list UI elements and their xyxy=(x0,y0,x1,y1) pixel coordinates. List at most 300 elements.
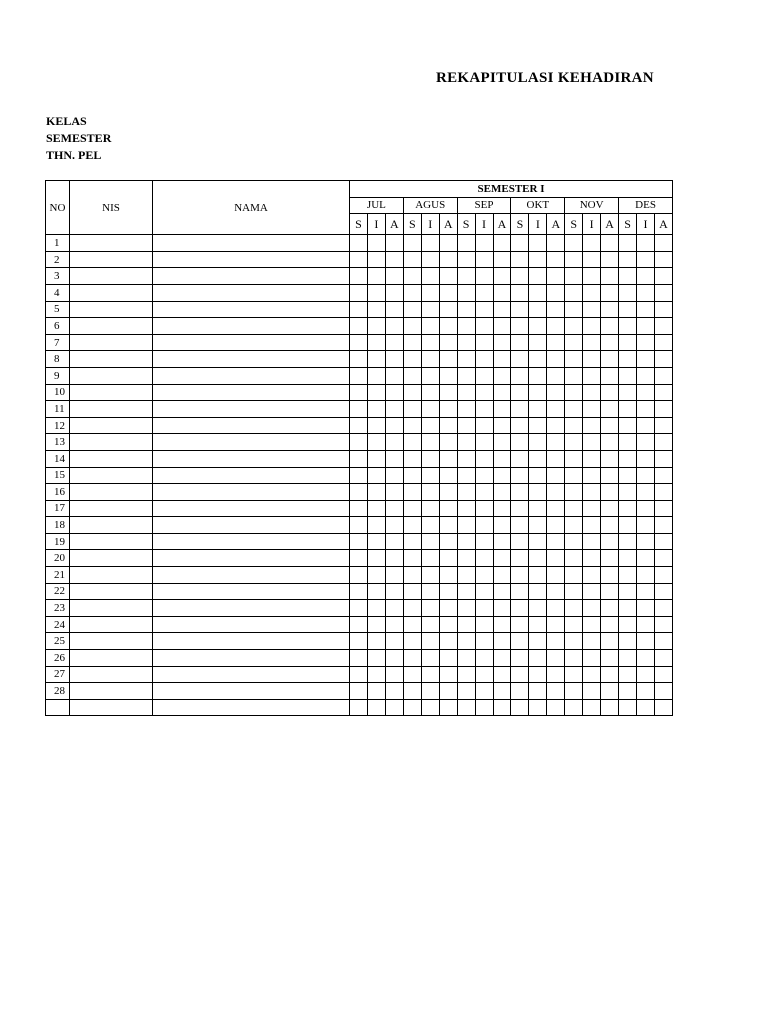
attendance-cell[interactable] xyxy=(654,235,672,252)
attendance-cell[interactable] xyxy=(654,484,672,501)
attendance-cell[interactable] xyxy=(637,533,655,550)
attendance-cell[interactable] xyxy=(529,235,547,252)
attendance-cell[interactable] xyxy=(403,500,421,517)
attendance-cell[interactable] xyxy=(439,367,457,384)
attendance-cell[interactable] xyxy=(511,351,529,368)
attendance-cell[interactable] xyxy=(511,384,529,401)
attendance-cell[interactable] xyxy=(439,650,457,667)
attendance-cell[interactable] xyxy=(385,533,403,550)
attendance-cell[interactable] xyxy=(583,367,601,384)
attendance-cell[interactable] xyxy=(493,633,511,650)
attendance-cell[interactable] xyxy=(583,666,601,683)
attendance-cell[interactable] xyxy=(493,616,511,633)
attendance-cell[interactable] xyxy=(547,334,565,351)
attendance-cell[interactable] xyxy=(637,450,655,467)
nis-cell[interactable] xyxy=(70,318,153,335)
attendance-cell[interactable] xyxy=(547,583,565,600)
attendance-cell[interactable] xyxy=(475,284,493,301)
attendance-cell[interactable] xyxy=(350,484,368,501)
attendance-cell[interactable] xyxy=(565,434,583,451)
nama-cell[interactable] xyxy=(153,434,350,451)
attendance-cell[interactable] xyxy=(350,334,368,351)
attendance-cell[interactable] xyxy=(565,583,583,600)
attendance-cell[interactable] xyxy=(385,583,403,600)
attendance-cell[interactable] xyxy=(475,434,493,451)
attendance-cell[interactable] xyxy=(619,334,637,351)
attendance-cell[interactable] xyxy=(421,583,439,600)
attendance-cell[interactable] xyxy=(475,367,493,384)
attendance-cell[interactable] xyxy=(529,284,547,301)
attendance-cell[interactable] xyxy=(601,367,619,384)
attendance-cell[interactable] xyxy=(457,251,475,268)
attendance-cell[interactable] xyxy=(421,384,439,401)
attendance-cell[interactable] xyxy=(385,616,403,633)
attendance-cell[interactable] xyxy=(601,235,619,252)
attendance-cell[interactable] xyxy=(565,268,583,285)
attendance-cell[interactable] xyxy=(565,533,583,550)
attendance-cell[interactable] xyxy=(350,550,368,567)
attendance-cell[interactable] xyxy=(637,301,655,318)
attendance-cell[interactable] xyxy=(619,467,637,484)
attendance-cell[interactable] xyxy=(350,666,368,683)
attendance-cell[interactable] xyxy=(601,284,619,301)
attendance-cell[interactable] xyxy=(421,650,439,667)
attendance-cell[interactable] xyxy=(385,318,403,335)
attendance-cell[interactable] xyxy=(637,251,655,268)
attendance-cell[interactable] xyxy=(439,351,457,368)
attendance-cell[interactable] xyxy=(529,633,547,650)
attendance-cell[interactable] xyxy=(619,683,637,700)
attendance-cell[interactable] xyxy=(385,666,403,683)
nis-cell[interactable] xyxy=(70,301,153,318)
attendance-cell[interactable] xyxy=(529,367,547,384)
attendance-cell[interactable] xyxy=(565,251,583,268)
attendance-cell[interactable] xyxy=(565,318,583,335)
attendance-cell[interactable] xyxy=(403,318,421,335)
attendance-cell[interactable] xyxy=(493,517,511,534)
attendance-cell[interactable] xyxy=(583,484,601,501)
nis-cell[interactable] xyxy=(70,500,153,517)
attendance-cell[interactable] xyxy=(367,450,385,467)
attendance-cell[interactable] xyxy=(601,650,619,667)
nis-cell[interactable] xyxy=(70,434,153,451)
attendance-cell[interactable] xyxy=(529,583,547,600)
attendance-cell[interactable] xyxy=(654,683,672,700)
attendance-cell[interactable] xyxy=(350,633,368,650)
attendance-cell[interactable] xyxy=(583,633,601,650)
attendance-cell[interactable] xyxy=(350,600,368,617)
attendance-cell[interactable] xyxy=(457,367,475,384)
attendance-cell[interactable] xyxy=(601,600,619,617)
attendance-cell[interactable] xyxy=(654,284,672,301)
attendance-cell[interactable] xyxy=(565,517,583,534)
attendance-cell[interactable] xyxy=(493,650,511,667)
attendance-cell[interactable] xyxy=(439,318,457,335)
attendance-cell[interactable] xyxy=(637,666,655,683)
attendance-cell[interactable] xyxy=(601,384,619,401)
attendance-cell[interactable] xyxy=(403,567,421,584)
attendance-cell[interactable] xyxy=(385,484,403,501)
attendance-cell[interactable] xyxy=(421,450,439,467)
attendance-cell[interactable] xyxy=(529,533,547,550)
attendance-cell[interactable] xyxy=(475,616,493,633)
attendance-cell[interactable] xyxy=(654,401,672,418)
nama-cell[interactable] xyxy=(153,367,350,384)
nama-cell[interactable] xyxy=(153,583,350,600)
attendance-cell[interactable] xyxy=(565,301,583,318)
attendance-cell[interactable] xyxy=(565,567,583,584)
attendance-cell[interactable] xyxy=(637,567,655,584)
attendance-cell[interactable] xyxy=(457,616,475,633)
attendance-cell[interactable] xyxy=(529,683,547,700)
attendance-cell[interactable] xyxy=(403,600,421,617)
attendance-cell[interactable] xyxy=(511,683,529,700)
attendance-cell[interactable] xyxy=(601,251,619,268)
attendance-cell[interactable] xyxy=(529,351,547,368)
attendance-cell[interactable] xyxy=(385,434,403,451)
attendance-cell[interactable] xyxy=(654,384,672,401)
attendance-cell[interactable] xyxy=(529,251,547,268)
attendance-cell[interactable] xyxy=(350,268,368,285)
attendance-cell[interactable] xyxy=(439,600,457,617)
attendance-cell[interactable] xyxy=(385,384,403,401)
attendance-cell[interactable] xyxy=(511,650,529,667)
attendance-cell[interactable] xyxy=(350,284,368,301)
attendance-cell[interactable] xyxy=(367,401,385,418)
attendance-cell[interactable] xyxy=(350,650,368,667)
attendance-cell[interactable] xyxy=(565,384,583,401)
attendance-cell[interactable] xyxy=(637,616,655,633)
attendance-cell[interactable] xyxy=(421,666,439,683)
attendance-cell[interactable] xyxy=(475,334,493,351)
attendance-cell[interactable] xyxy=(583,650,601,667)
attendance-cell[interactable] xyxy=(350,318,368,335)
attendance-cell[interactable] xyxy=(457,334,475,351)
attendance-cell[interactable] xyxy=(403,301,421,318)
nama-cell[interactable] xyxy=(153,484,350,501)
attendance-cell[interactable] xyxy=(350,583,368,600)
attendance-cell[interactable] xyxy=(421,417,439,434)
attendance-cell[interactable] xyxy=(367,533,385,550)
attendance-cell[interactable] xyxy=(601,533,619,550)
nis-cell[interactable] xyxy=(70,284,153,301)
attendance-cell[interactable] xyxy=(619,567,637,584)
attendance-cell[interactable] xyxy=(367,334,385,351)
attendance-cell[interactable] xyxy=(654,318,672,335)
attendance-cell[interactable] xyxy=(350,567,368,584)
attendance-cell[interactable] xyxy=(403,533,421,550)
attendance-cell[interactable] xyxy=(565,699,583,716)
attendance-cell[interactable] xyxy=(619,318,637,335)
attendance-cell[interactable] xyxy=(493,484,511,501)
attendance-cell[interactable] xyxy=(583,284,601,301)
attendance-cell[interactable] xyxy=(457,683,475,700)
attendance-cell[interactable] xyxy=(619,284,637,301)
attendance-cell[interactable] xyxy=(547,318,565,335)
attendance-cell[interactable] xyxy=(583,500,601,517)
attendance-cell[interactable] xyxy=(565,284,583,301)
attendance-cell[interactable] xyxy=(475,666,493,683)
attendance-cell[interactable] xyxy=(601,450,619,467)
attendance-cell[interactable] xyxy=(403,450,421,467)
attendance-cell[interactable] xyxy=(565,484,583,501)
attendance-cell[interactable] xyxy=(511,467,529,484)
attendance-cell[interactable] xyxy=(565,616,583,633)
attendance-cell[interactable] xyxy=(529,550,547,567)
attendance-cell[interactable] xyxy=(654,251,672,268)
attendance-cell[interactable] xyxy=(583,517,601,534)
attendance-cell[interactable] xyxy=(637,683,655,700)
attendance-cell[interactable] xyxy=(367,235,385,252)
attendance-cell[interactable] xyxy=(457,268,475,285)
attendance-cell[interactable] xyxy=(493,666,511,683)
attendance-cell[interactable] xyxy=(583,401,601,418)
attendance-cell[interactable] xyxy=(385,683,403,700)
attendance-cell[interactable] xyxy=(619,550,637,567)
attendance-cell[interactable] xyxy=(439,384,457,401)
attendance-cell[interactable] xyxy=(439,268,457,285)
attendance-cell[interactable] xyxy=(565,666,583,683)
attendance-cell[interactable] xyxy=(367,500,385,517)
attendance-cell[interactable] xyxy=(511,583,529,600)
nama-cell[interactable] xyxy=(153,650,350,667)
attendance-cell[interactable] xyxy=(350,401,368,418)
attendance-cell[interactable] xyxy=(637,434,655,451)
attendance-cell[interactable] xyxy=(350,367,368,384)
nama-cell[interactable] xyxy=(153,384,350,401)
attendance-cell[interactable] xyxy=(439,284,457,301)
attendance-cell[interactable] xyxy=(493,417,511,434)
attendance-cell[interactable] xyxy=(529,616,547,633)
attendance-cell[interactable] xyxy=(475,699,493,716)
attendance-cell[interactable] xyxy=(511,417,529,434)
attendance-cell[interactable] xyxy=(547,484,565,501)
attendance-cell[interactable] xyxy=(547,450,565,467)
attendance-cell[interactable] xyxy=(421,567,439,584)
attendance-cell[interactable] xyxy=(637,699,655,716)
attendance-cell[interactable] xyxy=(350,616,368,633)
attendance-cell[interactable] xyxy=(350,235,368,252)
attendance-cell[interactable] xyxy=(439,235,457,252)
attendance-cell[interactable] xyxy=(403,251,421,268)
attendance-cell[interactable] xyxy=(511,484,529,501)
nama-cell[interactable] xyxy=(153,235,350,252)
attendance-cell[interactable] xyxy=(565,467,583,484)
attendance-cell[interactable] xyxy=(421,284,439,301)
attendance-cell[interactable] xyxy=(619,251,637,268)
attendance-cell[interactable] xyxy=(439,301,457,318)
attendance-cell[interactable] xyxy=(654,268,672,285)
attendance-cell[interactable] xyxy=(403,633,421,650)
attendance-cell[interactable] xyxy=(547,683,565,700)
attendance-cell[interactable] xyxy=(403,583,421,600)
attendance-cell[interactable] xyxy=(511,533,529,550)
attendance-cell[interactable] xyxy=(421,401,439,418)
attendance-cell[interactable] xyxy=(654,699,672,716)
nis-cell[interactable] xyxy=(70,251,153,268)
attendance-cell[interactable] xyxy=(529,434,547,451)
attendance-cell[interactable] xyxy=(421,351,439,368)
attendance-cell[interactable] xyxy=(547,550,565,567)
nama-cell[interactable] xyxy=(153,500,350,517)
attendance-cell[interactable] xyxy=(385,284,403,301)
attendance-cell[interactable] xyxy=(421,334,439,351)
attendance-cell[interactable] xyxy=(493,235,511,252)
attendance-cell[interactable] xyxy=(529,567,547,584)
attendance-cell[interactable] xyxy=(547,268,565,285)
attendance-cell[interactable] xyxy=(583,434,601,451)
attendance-cell[interactable] xyxy=(654,616,672,633)
attendance-cell[interactable] xyxy=(511,367,529,384)
attendance-cell[interactable] xyxy=(457,484,475,501)
attendance-cell[interactable] xyxy=(583,600,601,617)
attendance-cell[interactable] xyxy=(619,633,637,650)
attendance-cell[interactable] xyxy=(457,235,475,252)
attendance-cell[interactable] xyxy=(511,268,529,285)
attendance-cell[interactable] xyxy=(350,517,368,534)
attendance-cell[interactable] xyxy=(439,517,457,534)
attendance-cell[interactable] xyxy=(350,683,368,700)
attendance-cell[interactable] xyxy=(601,417,619,434)
attendance-cell[interactable] xyxy=(601,334,619,351)
attendance-cell[interactable] xyxy=(367,434,385,451)
attendance-cell[interactable] xyxy=(583,616,601,633)
attendance-cell[interactable] xyxy=(529,268,547,285)
attendance-cell[interactable] xyxy=(547,301,565,318)
attendance-cell[interactable] xyxy=(421,235,439,252)
attendance-cell[interactable] xyxy=(654,301,672,318)
attendance-cell[interactable] xyxy=(547,600,565,617)
attendance-cell[interactable] xyxy=(439,550,457,567)
attendance-cell[interactable] xyxy=(367,384,385,401)
attendance-cell[interactable] xyxy=(583,301,601,318)
attendance-cell[interactable] xyxy=(654,434,672,451)
attendance-cell[interactable] xyxy=(475,683,493,700)
attendance-cell[interactable] xyxy=(403,484,421,501)
attendance-cell[interactable] xyxy=(403,616,421,633)
attendance-cell[interactable] xyxy=(350,251,368,268)
attendance-cell[interactable] xyxy=(493,367,511,384)
attendance-cell[interactable] xyxy=(547,251,565,268)
nis-cell[interactable] xyxy=(70,633,153,650)
attendance-cell[interactable] xyxy=(601,500,619,517)
attendance-cell[interactable] xyxy=(421,301,439,318)
attendance-cell[interactable] xyxy=(421,318,439,335)
attendance-cell[interactable] xyxy=(493,467,511,484)
attendance-cell[interactable] xyxy=(403,699,421,716)
attendance-cell[interactable] xyxy=(457,699,475,716)
attendance-cell[interactable] xyxy=(529,517,547,534)
attendance-cell[interactable] xyxy=(547,401,565,418)
attendance-cell[interactable] xyxy=(583,683,601,700)
attendance-cell[interactable] xyxy=(637,517,655,534)
attendance-cell[interactable] xyxy=(565,401,583,418)
attendance-cell[interactable] xyxy=(350,351,368,368)
attendance-cell[interactable] xyxy=(367,484,385,501)
attendance-cell[interactable] xyxy=(529,500,547,517)
attendance-cell[interactable] xyxy=(619,351,637,368)
attendance-cell[interactable] xyxy=(385,650,403,667)
attendance-cell[interactable] xyxy=(529,417,547,434)
attendance-cell[interactable] xyxy=(367,683,385,700)
attendance-cell[interactable] xyxy=(583,533,601,550)
attendance-cell[interactable] xyxy=(619,268,637,285)
attendance-cell[interactable] xyxy=(475,467,493,484)
attendance-cell[interactable] xyxy=(547,367,565,384)
attendance-cell[interactable] xyxy=(403,683,421,700)
attendance-cell[interactable] xyxy=(565,351,583,368)
attendance-cell[interactable] xyxy=(421,683,439,700)
nis-cell[interactable] xyxy=(70,450,153,467)
attendance-cell[interactable] xyxy=(475,301,493,318)
attendance-cell[interactable] xyxy=(439,334,457,351)
attendance-cell[interactable] xyxy=(475,633,493,650)
attendance-cell[interactable] xyxy=(654,583,672,600)
attendance-cell[interactable] xyxy=(511,616,529,633)
attendance-cell[interactable] xyxy=(457,450,475,467)
attendance-cell[interactable] xyxy=(421,484,439,501)
attendance-cell[interactable] xyxy=(457,650,475,667)
attendance-cell[interactable] xyxy=(350,384,368,401)
attendance-cell[interactable] xyxy=(421,533,439,550)
attendance-cell[interactable] xyxy=(350,450,368,467)
attendance-cell[interactable] xyxy=(403,334,421,351)
attendance-cell[interactable] xyxy=(385,367,403,384)
attendance-cell[interactable] xyxy=(457,467,475,484)
attendance-cell[interactable] xyxy=(601,351,619,368)
nama-cell[interactable] xyxy=(153,284,350,301)
attendance-cell[interactable] xyxy=(457,318,475,335)
nis-cell[interactable] xyxy=(70,699,153,716)
attendance-cell[interactable] xyxy=(565,500,583,517)
attendance-cell[interactable] xyxy=(403,467,421,484)
attendance-cell[interactable] xyxy=(385,600,403,617)
attendance-cell[interactable] xyxy=(367,650,385,667)
attendance-cell[interactable] xyxy=(385,251,403,268)
attendance-cell[interactable] xyxy=(457,583,475,600)
attendance-cell[interactable] xyxy=(421,616,439,633)
attendance-cell[interactable] xyxy=(457,517,475,534)
attendance-cell[interactable] xyxy=(637,284,655,301)
attendance-cell[interactable] xyxy=(439,567,457,584)
attendance-cell[interactable] xyxy=(457,284,475,301)
attendance-cell[interactable] xyxy=(421,633,439,650)
attendance-cell[interactable] xyxy=(583,384,601,401)
attendance-cell[interactable] xyxy=(421,251,439,268)
nama-cell[interactable] xyxy=(153,268,350,285)
attendance-cell[interactable] xyxy=(367,351,385,368)
attendance-cell[interactable] xyxy=(583,268,601,285)
attendance-cell[interactable] xyxy=(403,666,421,683)
attendance-cell[interactable] xyxy=(601,318,619,335)
attendance-cell[interactable] xyxy=(350,500,368,517)
attendance-cell[interactable] xyxy=(403,367,421,384)
attendance-cell[interactable] xyxy=(385,633,403,650)
nama-cell[interactable] xyxy=(153,683,350,700)
attendance-cell[interactable] xyxy=(421,268,439,285)
attendance-cell[interactable] xyxy=(385,334,403,351)
attendance-cell[interactable] xyxy=(350,434,368,451)
attendance-cell[interactable] xyxy=(619,699,637,716)
attendance-cell[interactable] xyxy=(385,351,403,368)
attendance-cell[interactable] xyxy=(421,467,439,484)
attendance-cell[interactable] xyxy=(439,683,457,700)
attendance-cell[interactable] xyxy=(439,417,457,434)
attendance-cell[interactable] xyxy=(403,268,421,285)
attendance-cell[interactable] xyxy=(637,235,655,252)
attendance-cell[interactable] xyxy=(350,301,368,318)
attendance-cell[interactable] xyxy=(421,500,439,517)
